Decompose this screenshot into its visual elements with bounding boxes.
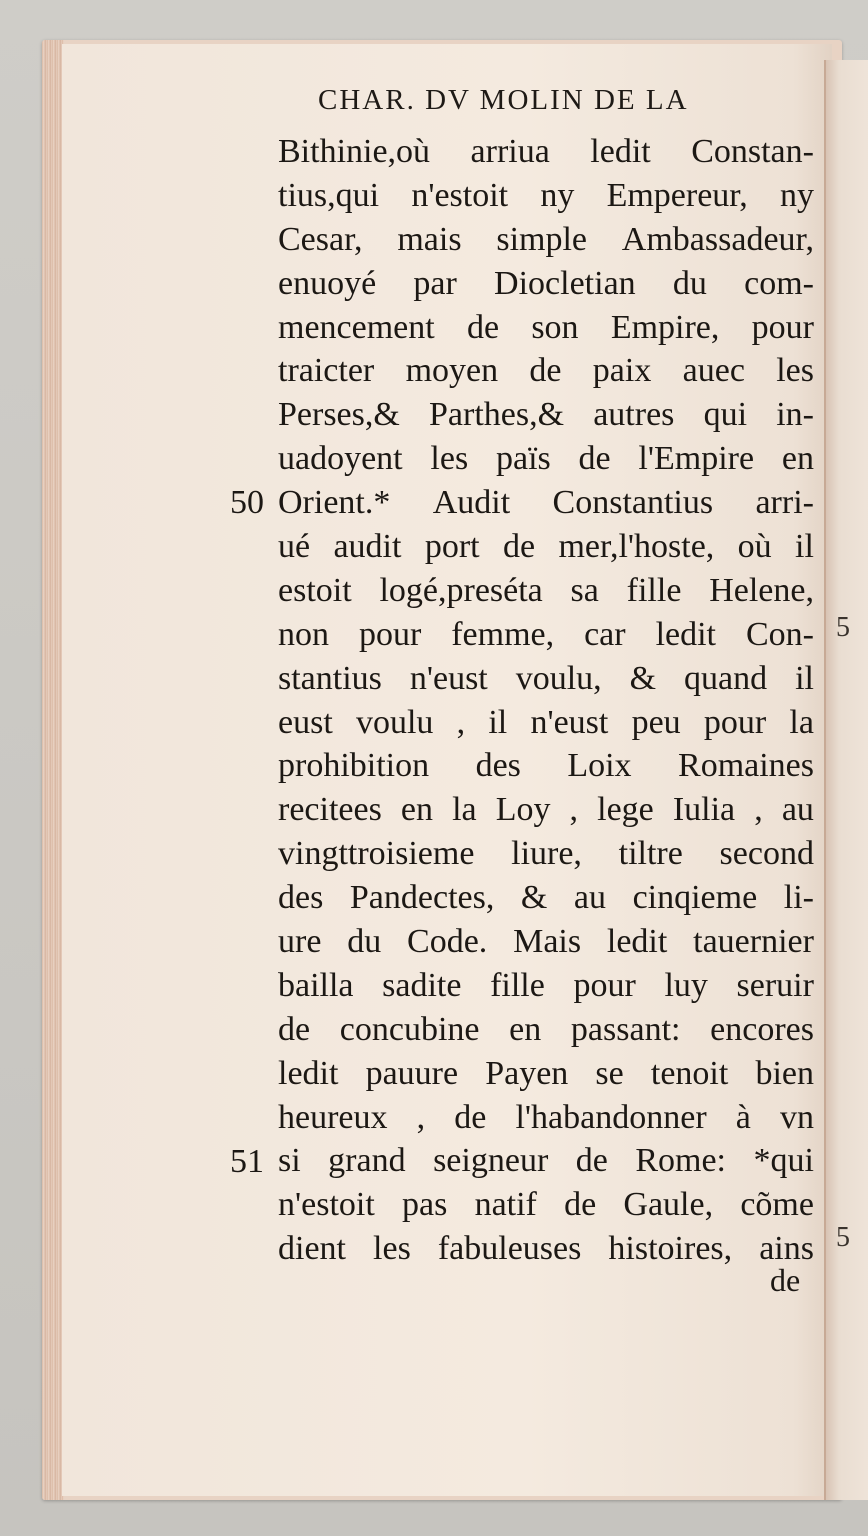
facing-page-glyph: 5 — [836, 1222, 850, 1253]
facing-page-edge — [824, 60, 868, 1500]
running-head: CHAR. DV MOLIN DE LA — [318, 84, 689, 116]
text-line: dient les fabuleuses histoires, ains — [278, 1230, 814, 1268]
body-text — [278, 130, 814, 1271]
text-line: non pour femme, car ledit Con- — [278, 615, 814, 653]
page-edges — [42, 40, 64, 1500]
text-line: estoit logé,preséta sa fille Helene, — [278, 571, 814, 609]
catchword: de — [770, 1262, 801, 1298]
text-line: des Pandectes, & au cinqieme li- — [278, 879, 814, 917]
text-line: vingttroisieme liure, tiltre second — [278, 835, 814, 873]
text-line: bailla sadite fille pour luy seruir — [278, 966, 814, 1004]
facing-page-glyph: 5 — [836, 612, 850, 643]
text-line: mencement de son Empire, pour — [278, 308, 814, 346]
text-line: ure du Code. Mais ledit tauernier — [278, 923, 814, 961]
text-line: stantius n'eust voulu, & quand il — [278, 659, 814, 697]
text-line: si grand seigneur de Rome: *qui — [278, 1142, 814, 1180]
text-line: ledit pauure Payen se tenoit bien — [278, 1054, 814, 1092]
text-line: uadoyent les païs de l'Empire en — [278, 440, 814, 478]
text-line: n'estoit pas natif de Gaule, cõme — [278, 1186, 814, 1224]
text-line: ué audit port de mer,l'hoste, où il — [278, 528, 814, 566]
text-line: tius,qui n'estoit ny Empereur, ny — [278, 176, 814, 214]
margin-line-number: 51 — [230, 1142, 264, 1180]
text-line: Orient.* Audit Constantius arri- — [278, 484, 814, 522]
margin-line-number: 50 — [230, 484, 264, 522]
text-line: prohibition des Loix Romaines — [278, 747, 814, 785]
text-line: Cesar, mais simple Ambassadeur, — [278, 220, 814, 258]
text-line: de concubine en passant: encores — [278, 1010, 814, 1048]
text-line: traicter moyen de paix auec les — [278, 352, 814, 390]
text-line: Perses,& Parthes,& autres qui in- — [278, 396, 814, 434]
text-line: eust voulu , il n'eust peu pour la — [278, 703, 814, 741]
text-line: heureux , de l'habandonner à vn — [278, 1098, 814, 1136]
text-line: Bithinie,où arriua ledit Constan- — [278, 133, 814, 170]
text-line: recitees en la Loy , lege Iulia , au — [278, 791, 814, 829]
text-line: enuoyé par Diocletian du com- — [278, 264, 814, 302]
